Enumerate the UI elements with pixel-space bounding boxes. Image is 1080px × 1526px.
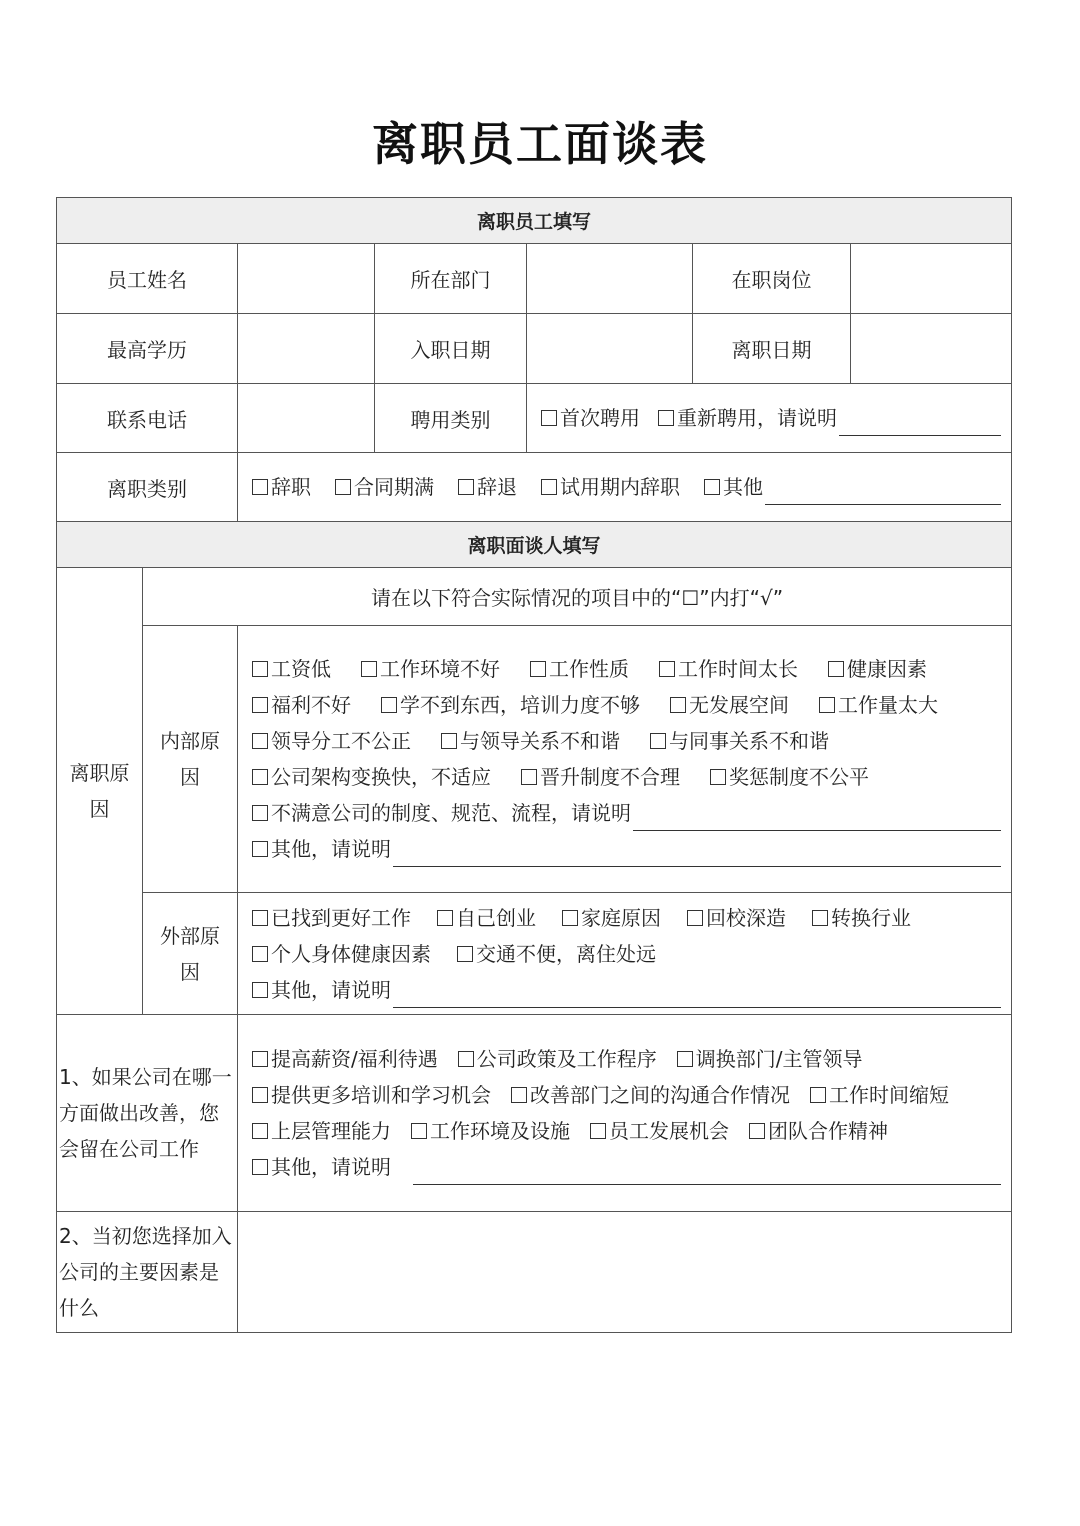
checkbox-icon[interactable] (687, 910, 703, 926)
checkbox-icon[interactable] (670, 697, 686, 713)
checkbox-icon[interactable] (541, 410, 557, 426)
internal-reason-options (238, 626, 1012, 893)
option-line (252, 1041, 1001, 1077)
option-contract-expired[interactable]: 合同期满 (335, 469, 434, 505)
checkbox-option-label: 工作环境及设施 (430, 1119, 570, 1143)
department-field[interactable] (527, 244, 693, 314)
checkbox-option[interactable] (812, 900, 911, 936)
checkbox-option[interactable] (677, 1041, 863, 1077)
checkbox-icon[interactable] (458, 1051, 474, 1067)
checkbox-option-label: 学不到东西，培训力度不够 (400, 693, 640, 717)
checkbox-option-label: 自己创业 (456, 905, 536, 930)
checkbox-option-label: 工作环境不好 (380, 657, 500, 681)
instruction-text: 请在以下符合实际情况的项目中的“☐”内打“√” (143, 568, 1012, 626)
checkbox-option[interactable] (411, 1113, 570, 1149)
checkbox-icon[interactable] (828, 661, 844, 677)
education-field[interactable] (238, 314, 375, 384)
internal-other-explain-line[interactable] (393, 842, 1001, 867)
hire-date-field[interactable] (527, 314, 693, 384)
option-other-leave[interactable]: 其他 (704, 469, 763, 505)
checkbox-icon[interactable] (252, 1159, 268, 1175)
option-line (252, 759, 1001, 795)
checkbox-option[interactable] (252, 1077, 491, 1113)
option-unsatisfied-policy[interactable]: 不满意公司的制度、规范、流程，请说明 (252, 795, 631, 831)
section-header-employee: 离职员工填写 (57, 198, 1012, 244)
checkbox-option-label: 转换行业 (831, 905, 911, 930)
checkbox-option[interactable] (650, 723, 829, 759)
label-hire-date: 入职日期 (375, 314, 527, 384)
checkbox-option-label: 家庭原因 (581, 905, 661, 930)
checkbox-option[interactable] (437, 900, 536, 936)
checkbox-option-label: 员工发展机会 (609, 1119, 729, 1143)
label-position: 在职岗位 (693, 244, 851, 314)
checkbox-option-label: 工作性质 (549, 657, 629, 681)
leave-type-options (238, 453, 1012, 522)
checkbox-icon[interactable] (252, 479, 268, 495)
leave-date-field[interactable] (851, 314, 1012, 384)
policy-explain-line[interactable] (633, 806, 1001, 831)
checkbox-option-label: 公司政策及工作程序 (476, 1047, 657, 1071)
checkbox-icon[interactable] (530, 661, 546, 677)
checkbox-option-label: 公司架构变换快，不适应 (271, 765, 491, 789)
checkbox-icon[interactable] (749, 1123, 765, 1139)
checkbox-icon[interactable] (252, 982, 268, 998)
label-education: 最高学历 (57, 314, 238, 384)
checkbox-option[interactable] (252, 651, 331, 687)
checkbox-icon[interactable] (252, 1051, 268, 1067)
label-department: 所在部门 (375, 244, 527, 314)
label-contact-phone: 联系电话 (57, 384, 238, 453)
checkbox-icon[interactable] (252, 661, 268, 677)
checkbox-option[interactable] (252, 900, 411, 936)
checkbox-icon[interactable] (252, 1123, 268, 1139)
form-title: 离职员工面谈表 (372, 117, 708, 171)
other-leave-explain-line[interactable] (765, 480, 1001, 505)
checkbox-icon[interactable] (361, 661, 377, 677)
checkbox-option-label: 工作量太大 (838, 693, 938, 717)
checkbox-option-label: 回校深造 (706, 905, 786, 930)
checkbox-option[interactable] (828, 651, 927, 687)
checkbox-option[interactable] (670, 687, 789, 723)
checkbox-icon[interactable] (252, 733, 268, 749)
checkbox-option[interactable] (710, 759, 869, 795)
q1-option-lines (252, 1041, 1001, 1149)
checkbox-icon[interactable] (335, 479, 351, 495)
checkbox-option[interactable] (252, 759, 491, 795)
checkbox-option-label: 个人身体健康因素 (271, 941, 431, 966)
contact-phone-field[interactable] (238, 384, 375, 453)
checkbox-option[interactable] (687, 900, 786, 936)
checkbox-option[interactable] (511, 1077, 790, 1113)
checkbox-option[interactable] (458, 1041, 657, 1077)
checkbox-icon[interactable] (541, 479, 557, 495)
question-1-options (238, 1015, 1012, 1212)
checkbox-option[interactable] (562, 900, 661, 936)
checkbox-option[interactable] (521, 759, 680, 795)
checkbox-option[interactable] (457, 936, 656, 972)
checkbox-option-label: 奖惩制度不公平 (729, 765, 869, 789)
checkbox-icon[interactable] (458, 479, 474, 495)
question-2-answer-field[interactable] (238, 1212, 1012, 1333)
option-line (252, 723, 1001, 759)
label-leave-type: 离职类别 (57, 453, 238, 522)
option-line (252, 687, 1001, 723)
checkbox-option[interactable] (530, 651, 629, 687)
checkbox-option-label: 领导分工不公正 (271, 729, 411, 753)
position-field[interactable] (851, 244, 1012, 314)
checkbox-option-label: 无发展空间 (689, 693, 789, 717)
checkbox-option[interactable] (819, 687, 938, 723)
question-2-label: 2、当初您选择加入公司的主要因素是什么 (57, 1212, 238, 1333)
label-hire-type: 聘用类别 (375, 384, 527, 453)
checkbox-icon[interactable] (252, 805, 268, 821)
option-dismissed[interactable]: 辞退 (458, 469, 517, 505)
label-internal-reason: 内部原因 (143, 626, 238, 893)
hire-type-options (527, 384, 1012, 453)
checkbox-option-label: 与同事关系不和谐 (669, 729, 829, 753)
rehire-explain-line[interactable] (839, 411, 1001, 436)
checkbox-option-label: 健康因素 (847, 657, 927, 681)
checkbox-icon[interactable] (521, 769, 537, 785)
section-header-interviewer: 离职面谈人填写 (57, 522, 1012, 568)
checkbox-option[interactable] (361, 651, 500, 687)
checkbox-option[interactable] (659, 651, 798, 687)
internal-option-lines (252, 651, 1001, 795)
checkbox-option-label: 工资低 (271, 657, 331, 681)
checkbox-icon[interactable] (457, 946, 473, 962)
external-option-lines (252, 900, 1001, 972)
q1-other-explain-line[interactable] (413, 1160, 1001, 1185)
checkbox-icon[interactable] (562, 910, 578, 926)
checkbox-option[interactable] (810, 1077, 949, 1113)
interview-form-table (56, 197, 1012, 1333)
checkbox-icon[interactable] (252, 769, 268, 785)
checkbox-option[interactable] (252, 936, 431, 972)
option-line (252, 1113, 1001, 1149)
checkbox-icon[interactable] (252, 910, 268, 926)
checkbox-icon[interactable] (819, 697, 835, 713)
external-reason-options (238, 893, 1012, 1015)
option-line (252, 900, 1001, 936)
option-first-hire[interactable]: 首次聘用 (541, 400, 640, 436)
checkbox-option[interactable] (252, 723, 411, 759)
option-internal-other[interactable]: 其他，请说明 (252, 831, 391, 867)
label-leave-date: 离职日期 (693, 314, 851, 384)
checkbox-option-label: 提高薪资/福利待遇 (271, 1047, 438, 1071)
checkbox-option-label: 已找到更好工作 (271, 905, 411, 930)
checkbox-option[interactable] (441, 723, 620, 759)
question-1-label: 1、如果公司在哪一方面做出改善，您会留在公司工作 (57, 1015, 238, 1212)
checkbox-option-label: 工作时间太长 (678, 657, 798, 681)
checkbox-icon[interactable] (252, 946, 268, 962)
checkbox-icon[interactable] (252, 697, 268, 713)
option-resign[interactable]: 辞职 (252, 469, 311, 505)
checkbox-icon[interactable] (252, 1087, 268, 1103)
option-line (252, 651, 1001, 687)
checkbox-option-label: 团队合作精神 (768, 1119, 888, 1143)
checkbox-option-label: 工作时间缩短 (829, 1083, 949, 1107)
checkbox-icon[interactable] (704, 479, 720, 495)
option-external-other[interactable]: 其他，请说明 (252, 972, 391, 1008)
checkbox-option-label: 提供更多培训和学习机会 (271, 1083, 491, 1107)
checkbox-icon[interactable] (252, 841, 268, 857)
option-q1-other[interactable]: 其他，请说明 (252, 1149, 391, 1185)
checkbox-option-label: 福利不好 (271, 693, 351, 717)
label-external-reason: 外部原因 (143, 893, 238, 1015)
checkbox-icon[interactable] (658, 410, 674, 426)
external-other-explain-line[interactable] (393, 983, 1001, 1008)
checkbox-option-label: 晋升制度不合理 (540, 765, 680, 789)
checkbox-option[interactable] (749, 1113, 888, 1149)
checkbox-option-label: 调换部门/主管领导 (695, 1047, 863, 1071)
checkbox-option-label: 改善部门之间的沟通合作情况 (530, 1083, 790, 1107)
employee-name-field[interactable] (238, 244, 375, 314)
checkbox-icon[interactable] (677, 1051, 693, 1067)
checkbox-option[interactable] (252, 687, 351, 723)
checkbox-icon[interactable] (590, 1123, 606, 1139)
checkbox-option[interactable] (252, 1041, 438, 1077)
checkbox-icon[interactable] (381, 697, 397, 713)
checkbox-icon[interactable] (650, 733, 666, 749)
checkbox-option-label: 与领导关系不和谐 (460, 729, 620, 753)
checkbox-option-label: 交通不便，离住处远 (476, 941, 656, 966)
option-rehire[interactable]: 重新聘用，请说明 (658, 400, 837, 436)
checkbox-icon[interactable] (710, 769, 726, 785)
checkbox-icon[interactable] (659, 661, 675, 677)
option-line (252, 936, 1001, 972)
checkbox-icon[interactable] (511, 1087, 527, 1103)
label-leave-reason: 离职原因 (57, 568, 143, 1015)
checkbox-icon[interactable] (441, 733, 457, 749)
checkbox-option[interactable] (590, 1113, 729, 1149)
label-employee-name: 员工姓名 (57, 244, 238, 314)
checkbox-icon[interactable] (437, 910, 453, 926)
checkbox-icon[interactable] (810, 1087, 826, 1103)
checkbox-option-label: 上层管理能力 (271, 1119, 391, 1143)
checkbox-option[interactable] (252, 1113, 391, 1149)
checkbox-option[interactable] (381, 687, 640, 723)
option-line (252, 1077, 1001, 1113)
option-probation-resign[interactable]: 试用期内辞职 (541, 469, 680, 505)
checkbox-icon[interactable] (812, 910, 828, 926)
checkbox-icon[interactable] (411, 1123, 427, 1139)
